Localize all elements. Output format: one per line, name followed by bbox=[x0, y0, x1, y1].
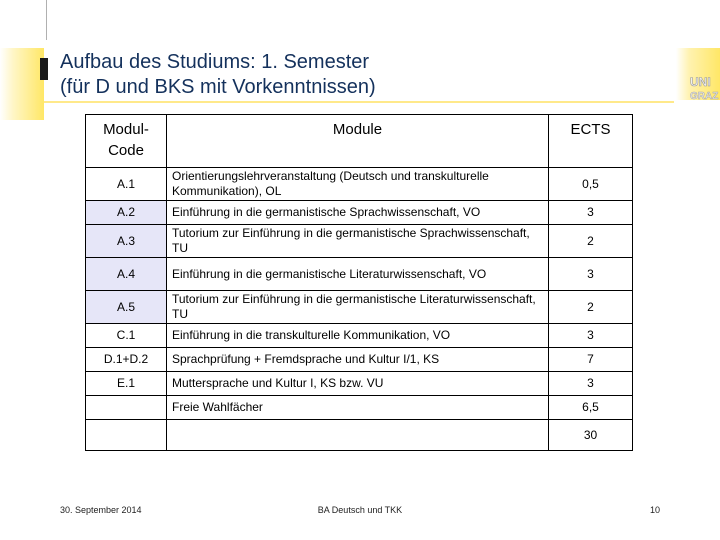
cell-code bbox=[86, 396, 167, 420]
cell-code: A.1 bbox=[86, 168, 167, 201]
cell-ects: 3 bbox=[549, 201, 633, 225]
table-row bbox=[86, 201, 633, 225]
table-row bbox=[86, 372, 633, 396]
cell-module: Einführung in die transkulturelle Kommunikation, VO bbox=[167, 324, 549, 348]
cell-ects-total: 30 bbox=[549, 420, 633, 451]
cell-module: Einführung in die germanistische Sprachwissenschaft, VO bbox=[167, 201, 549, 225]
cell-module bbox=[167, 420, 549, 451]
decor-black-bar bbox=[40, 58, 48, 80]
cell-module: Tutorium zur Einführung in die germanistische Sprachwissenschaft, TU bbox=[167, 225, 549, 258]
cell-code: A.4 bbox=[86, 258, 167, 291]
slide-title-line-1: Aufbau des Studiums: 1. Semester bbox=[60, 51, 370, 73]
cell-code: D.1+D.2 bbox=[86, 348, 167, 372]
header-modul-code: Modul- Code bbox=[86, 115, 167, 168]
cell-module: Sprachprüfung + Fremdsprache und Kultur I/1, KS bbox=[167, 348, 549, 372]
cell-code: E.1 bbox=[86, 372, 167, 396]
table-row bbox=[86, 348, 633, 372]
table-row bbox=[86, 225, 633, 258]
cell-module: Einführung in die germanistische Literaturwissenschaft, VO bbox=[167, 258, 549, 291]
cell-ects: 3 bbox=[549, 372, 633, 396]
cell-ects: 3 bbox=[549, 258, 633, 291]
table-row bbox=[86, 168, 633, 201]
slide-title bbox=[60, 50, 620, 100]
footer-center: BA Deutsch und TKK bbox=[317, 505, 403, 515]
cell-code: C.1 bbox=[86, 324, 167, 348]
cell-ects: 2 bbox=[549, 291, 633, 324]
cell-module: Orientierungslehrveranstaltung (Deutsch und transkulturelle Kommunikation), OL bbox=[167, 168, 549, 201]
cell-ects: 2 bbox=[549, 225, 633, 258]
header-module: Module bbox=[167, 115, 549, 168]
slide-title-line-2: (für D und BKS mit Vorkenntnissen) bbox=[60, 76, 376, 98]
cell-ects: 3 bbox=[549, 324, 633, 348]
table-row bbox=[86, 258, 633, 291]
cell-module: Muttersprache und Kultur I, KS bzw. VU bbox=[167, 372, 549, 396]
table-header-row bbox=[86, 115, 633, 168]
footer-date: 30. September 2014 bbox=[60, 505, 142, 515]
table-row bbox=[86, 396, 633, 420]
header-ects: ECTS bbox=[549, 115, 633, 168]
table-row-total bbox=[86, 420, 633, 451]
cell-module: Tutorium zur Einführung in die germanistische Literaturwissenschaft, TU bbox=[167, 291, 549, 324]
cell-ects: 6,5 bbox=[549, 396, 633, 420]
decor-title-underline bbox=[44, 101, 674, 103]
svg-text:GRAZ: GRAZ bbox=[690, 91, 719, 102]
cell-ects: 0,5 bbox=[549, 168, 633, 201]
cell-code: A.3 bbox=[86, 225, 167, 258]
footer-page-number: 10 bbox=[649, 505, 660, 515]
decor-vertical-line bbox=[46, 0, 47, 40]
decor-left-yellow-band bbox=[0, 48, 44, 120]
cell-code bbox=[86, 420, 167, 451]
cell-module: Freie Wahlfächer bbox=[167, 396, 549, 420]
cell-ects: 7 bbox=[549, 348, 633, 372]
table-row bbox=[86, 291, 633, 324]
module-table bbox=[85, 114, 633, 451]
svg-text:UNI: UNI bbox=[690, 75, 711, 89]
cell-code: A.2 bbox=[86, 201, 167, 225]
table-row bbox=[86, 324, 633, 348]
uni-graz-logo-icon bbox=[688, 74, 720, 102]
cell-code: A.5 bbox=[86, 291, 167, 324]
